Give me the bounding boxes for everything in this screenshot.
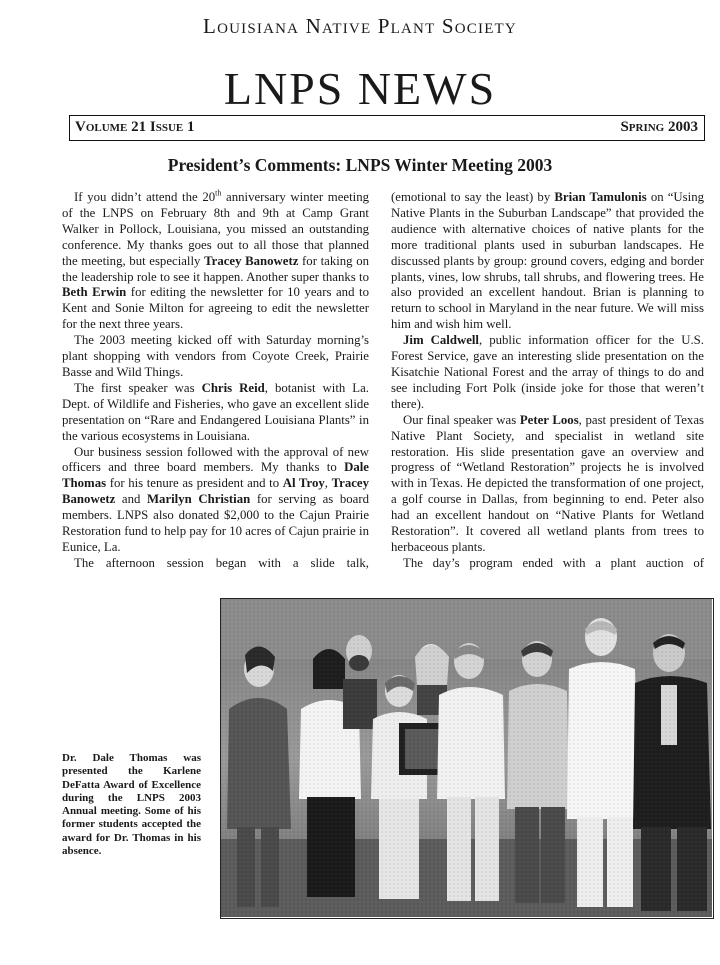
photo-caption: Dr. Dale Thomas was presented the Karlene DeFatta Award of Excellence during the LNPS 2003 Annual meeting. Some of his former students accepted the award for Dr. Thomas in his absence. — [62, 752, 201, 858]
person-name: Al Troy — [282, 476, 325, 491]
article-headline: President’s Comments: LNPS Winter Meeting 2003 — [167, 155, 553, 175]
article-column-left — [62, 190, 369, 572]
person-name: Jim Caldwell — [403, 333, 479, 348]
paragraph-8: Our final speaker was Peter Loos, past president of Texas Native Plant Society, and specialist in wetland site restoration. His slide presentation gave an overview and progress of “Wetland Restoration” projects he is involved with in Texas. He depicted the transformation of one project, a golf course in Dallas, from beginning to end. Peter also had an excellent handout on “Native Plants for Wetland Restoration”. It covered all wetland plants from trees to herbaceous plants. — [391, 412, 704, 554]
person-name: Brian Tamulonis — [554, 190, 647, 204]
volume-issue: Volume 21 Issue 1 — [75, 119, 195, 135]
article-column-right — [391, 190, 704, 572]
person-name: Peter Loos — [519, 412, 579, 427]
issue-bar — [69, 115, 705, 141]
group-photo — [220, 598, 714, 919]
person-name: Beth Erwin — [62, 285, 127, 300]
paragraph-2: The 2003 meeting kicked off with Saturday morning’s plant shopping with vendors from Coyote Creek, Prairie Basse and Wild Things. — [62, 333, 369, 379]
issue-season: Spring 2003 — [620, 119, 698, 135]
person-name: Dale Thomas — [62, 460, 369, 491]
paragraph-1: If you didn’t attend the 20th anniversary winter meeting of the LNPS on February 8th and 9th at Camp Grant Walker in Pollock, Louisiana, you missed an outstanding conference. My thanks goes out to all those that planned the meeting, but especially Tracey Banowetz for taking on the leadership role to see it happen. Another super thanks to Beth Erwin for editing the newsletter for 10 years and to Kent and Sonie Milton for agreeing to edit the newsletter for the next three years. — [62, 188, 370, 332]
group-photo-image — [221, 599, 712, 917]
person-name: Tracey Banowetz — [204, 253, 299, 268]
paragraph-6: (emotional to say the least) by Brian Tamulonis on “Using Native Plants in the Suburban Landscape” that provided the audience with alternative choices of native plants for the more traditional plants used in suburban landscapes. He discussed plants by group: ground covers, edging and border plants, vines, low shrubs, tall shrubs, and flowering trees. He also provided an excellent handout. Brian is planning to return to school in Maryland in the near future. We will miss him and wish him well. — [391, 190, 704, 332]
paragraph-7: Jim Caldwell, public information officer for the U.S. Forest Service, gave an interesting slide presentation on the Kisatchie National Forest and the array of things to do and see including Fort Polk (inside joke for those that weren’t there). — [391, 333, 704, 411]
paragraph-9: The day’s program ended with a plant auction of — [403, 555, 704, 570]
person-name: Tracey Banowetz — [62, 476, 369, 507]
paragraph-5: The afternoon session began with a slide talk, — [74, 555, 369, 570]
paragraph-3: The first speaker was Chris Reid, botanist with La. Dept. of Wildlife and Fisheries, who gave an excellent slide presentation on “Rare and Endangered Louisiana Plants” in the various ecosystems in Louisiana. — [62, 380, 369, 443]
superscript-th: th — [215, 188, 222, 198]
person-name: Chris Reid — [201, 380, 265, 395]
paragraph-4: Our business session followed with the approval of new officers and three board members. My thanks to Dale Thomas for his tenure as president and to Al Troy, Tracey Banowetz and Marilyn Christian for serving as board members. LNPS also donated $2,000 to the Cajun Prairie Restoration fund to help pay for 10 acres of Cajun prairie in Eunice, La. — [62, 444, 369, 554]
person-name: Marilyn Christian — [146, 492, 251, 507]
organization-name: Louisiana Native Plant Society — [203, 14, 517, 38]
masthead-title: LNPS NEWS — [223, 63, 497, 114]
